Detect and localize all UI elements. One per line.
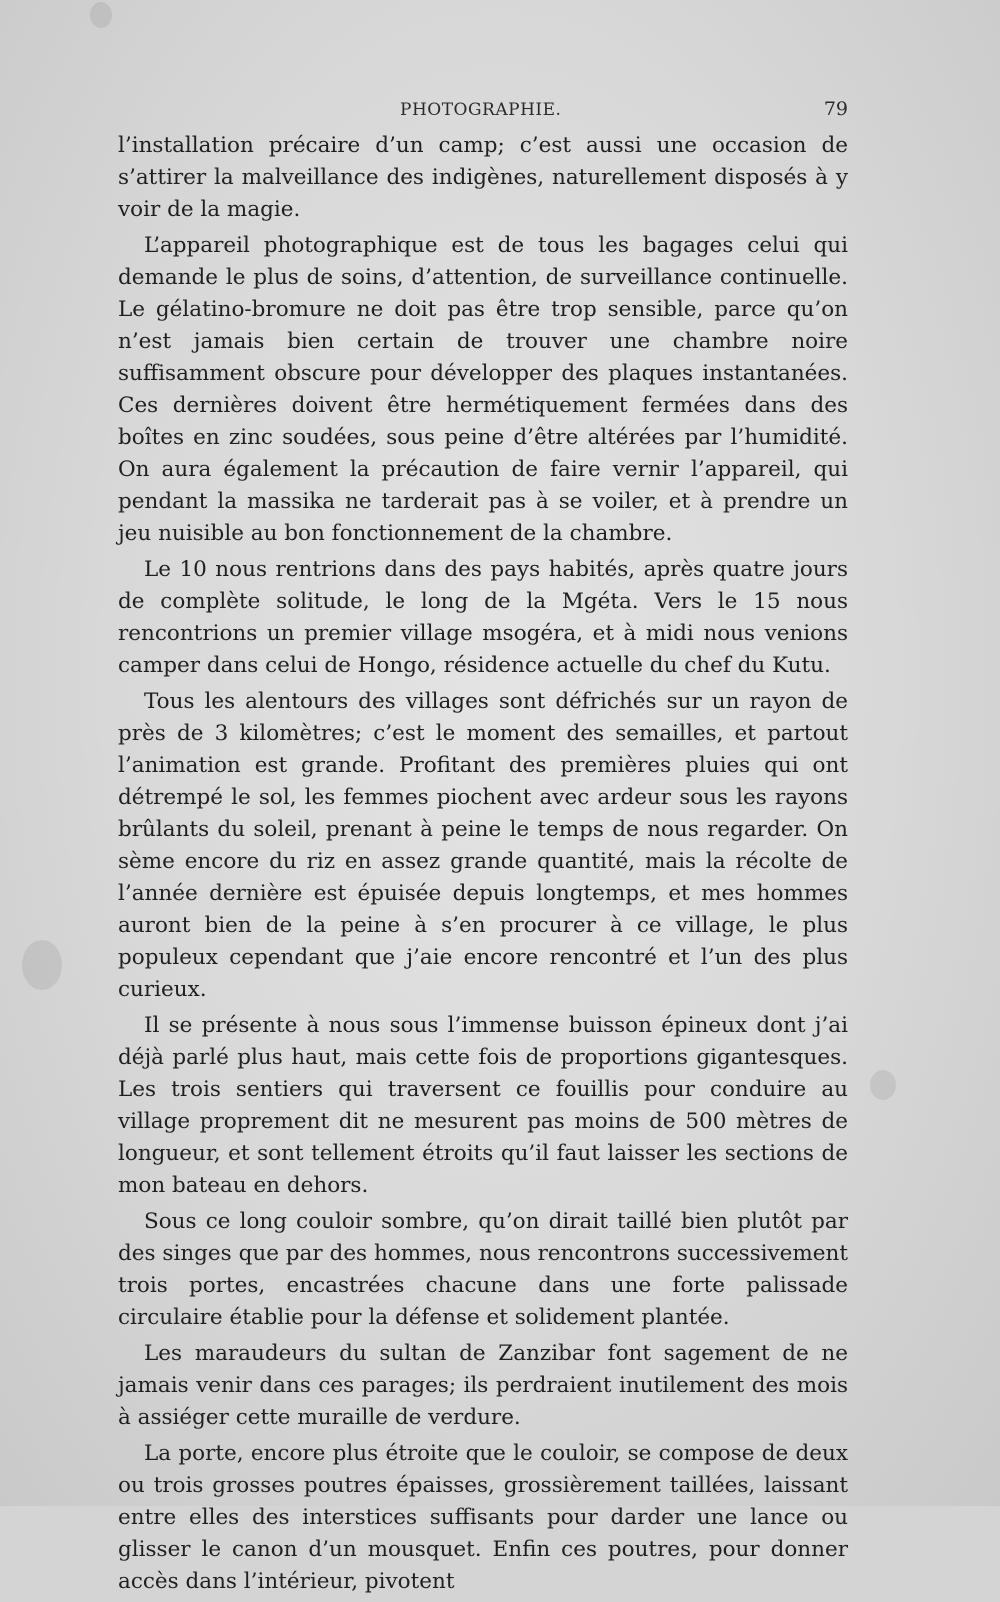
paragraph: Tous les alentours des villages sont défrichés sur un rayon de près de 3 kilomètres; c’est le moment des semailles, et partout l’animation est grande. Profitant des premières pluies qui ont détrempé le sol, les femmes piochent avec ardeur sous les rayons brûlants du soleil, prenant à peine le temps de nous regarder. On sème encore du riz en assez grande quantité, mais la récolte de l’année dernière est épuisée depuis longtemps, et mes hommes auront bien de la peine à s’en procurer à ce village, le plus populeux cependant que j’aie encore rencontré et l’un des plus curieux. (118, 689, 848, 1002)
paragraph: Les maraudeurs du sultan de Zanzibar font sagement de ne jamais venir dans ces parages; ils perdraient inutilement des mois à assiéger cette muraille de verdure. (118, 1341, 848, 1430)
paper-stain (90, 2, 112, 28)
page-number: 79 (823, 98, 848, 120)
paragraph: L’appareil photographique est de tous les bagages celui qui demande le plus de soins, d’attention, de surveillance continuelle. Le gélatino-bromure ne doit pas être trop sensible, parce qu’on n’est jamais bien certain de trouver une chambre noire suffisamment obscure pour développer des plaques instantanées. Ces dernières doivent être hermétiquement fermées dans des boîtes en zinc soudées, sous peine d’être altérées par l’humidité. On aura également la précaution de faire vernir l’appareil, qui pendant la massika ne tarderait pas à se voiler, et à prendre un jeu nuisible au bon fonctionnement de la chambre. (118, 233, 848, 546)
paragraph: Le 10 nous rentrions dans des pays habités, après quatre jours de complète solitude, le long de la Mgéta. Vers le 15 nous rencontrions un premier village msogéra, et à midi nous venions camper dans celui de Hongo, résidence actuelle du chef du Kutu. (118, 557, 848, 678)
page-header (118, 96, 848, 126)
paragraph: La porte, encore plus étroite que le couloir, se compose de deux ou trois grosses poutres épaisses, grossièrement taillées, laissant entre elles des interstices suffisants pour darder une lance ou glisser le canon d’un mousquet. Enfin ces poutres, pour donner accès dans l’intérieur, pivotent (118, 1441, 848, 1594)
paper-stain (870, 1070, 896, 1100)
running-head: PHOTOGRAPHIE. (400, 100, 562, 120)
paragraph: Sous ce long couloir sombre, qu’on dirait taillé bien plutôt par des singes que par des hommes, nous rencontrons successivement trois portes, encastrées chacune dans une forte palissade circulaire établie pour la défense et solidement plantée. (118, 1209, 848, 1330)
paragraph: l’installation précaire d’un camp; c’est aussi une occasion de s’attirer la malveillance des indigènes, naturellement disposés à y voir de la magie. (118, 133, 848, 222)
body-text (118, 130, 848, 1602)
paragraph: Il se présente à nous sous l’immense buisson épineux dont j’ai déjà parlé plus haut, mais cette fois de proportions gigantesques. Les trois sentiers qui traversent ce fouillis pour conduire au village proprement dit ne mesurent pas moins de 500 mètres de longueur, et sont tellement étroits qu’il faut laisser les sections de mon bateau en dehors. (118, 1013, 848, 1198)
paper-stain (22, 940, 62, 990)
